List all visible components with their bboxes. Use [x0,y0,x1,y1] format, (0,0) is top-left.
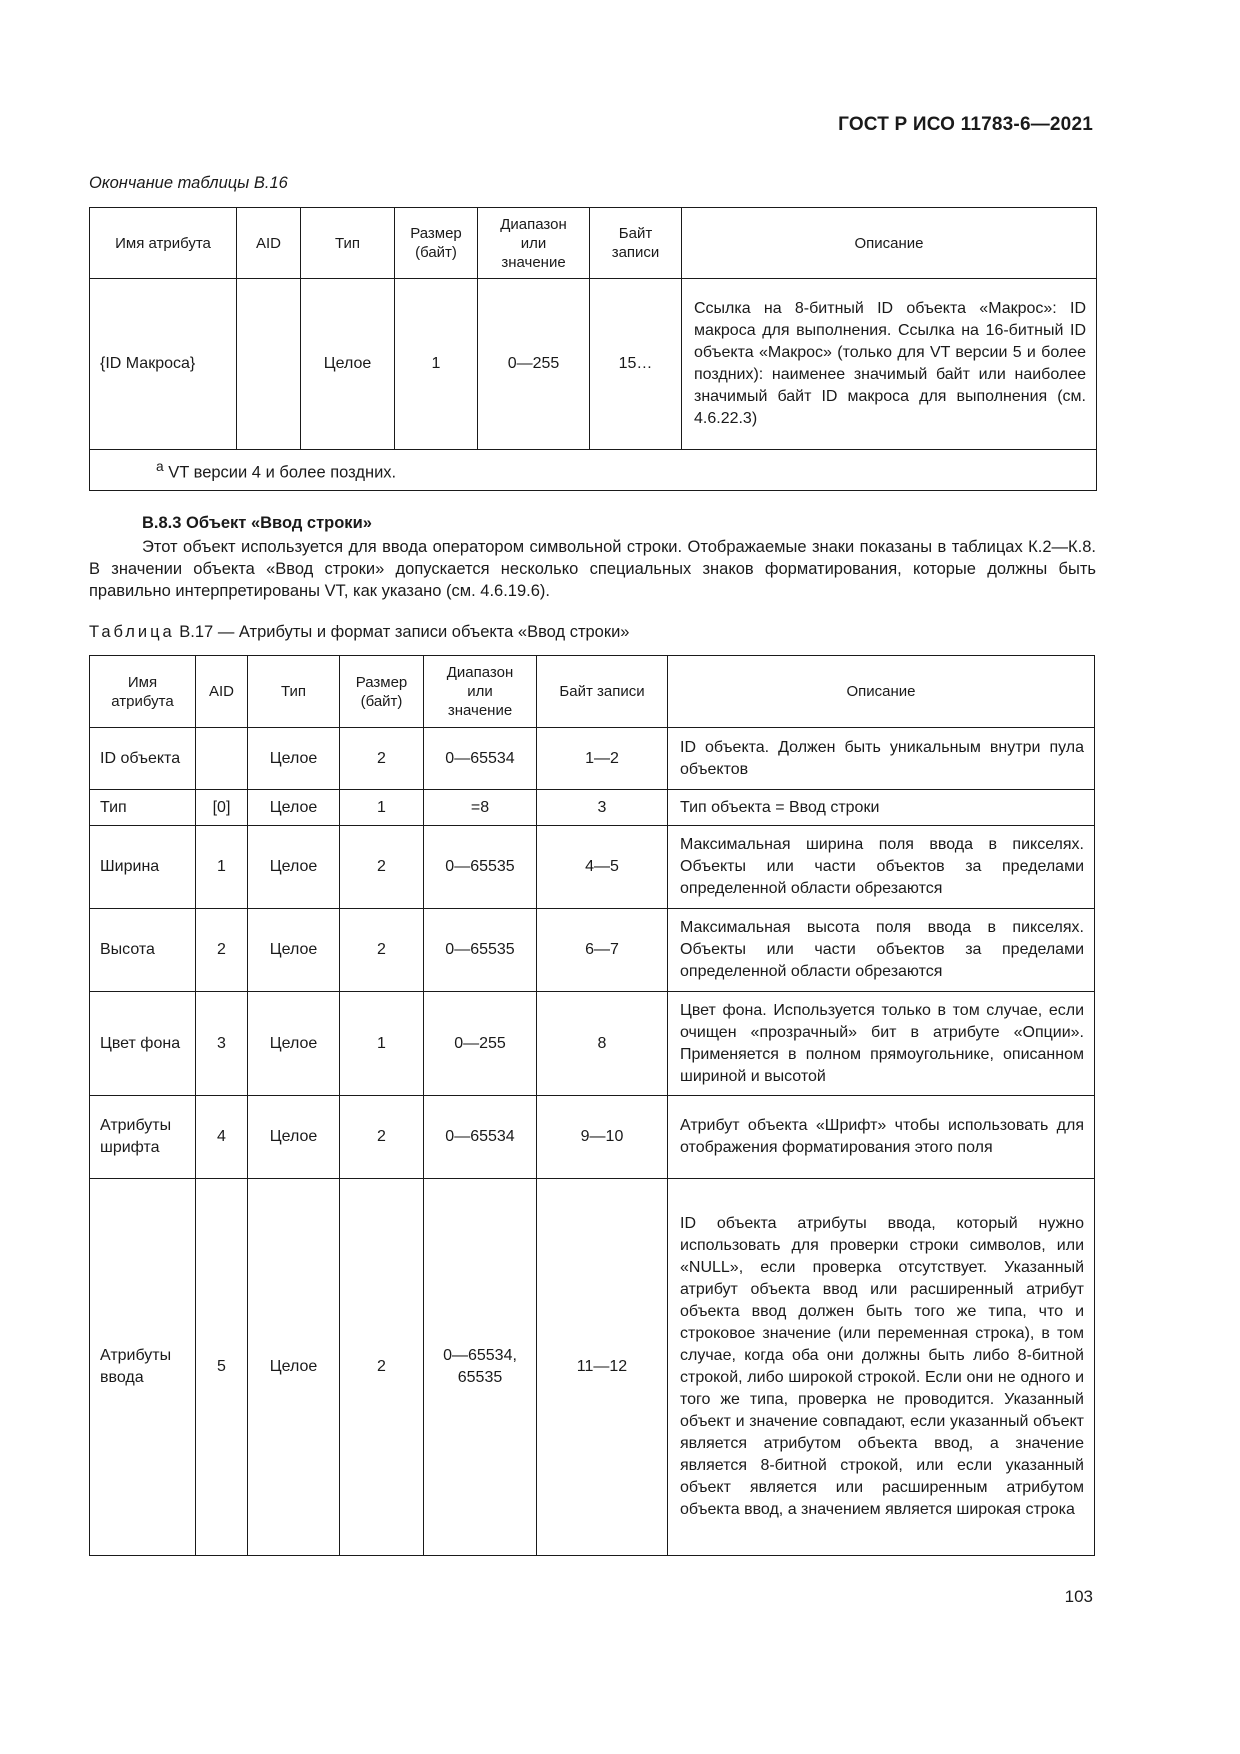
footnote-mark: а [156,459,164,474]
column-header: Тип [301,208,395,279]
table-row [90,992,1095,1096]
table-caption-text: В.17 — Атрибуты и формат записи объекта «Ввод строки» [174,623,630,641]
table-header-row [90,208,1097,279]
cell-range: 0—65534 [424,1096,537,1179]
cell-size: 1 [395,279,478,450]
cell-record-bytes: 1—2 [537,728,668,790]
cell-description: Максимальная высота поля ввода в пикселях. Объекты или части объектов за пределами определенной области обрезаются [668,909,1095,992]
footnote-row [90,450,1097,491]
cell-type: Целое [248,992,340,1096]
table-continuation-caption: Окончание таблицы В.16 [89,174,288,192]
cell-description: Цвет фона. Используется только в том случае, если очищен «прозрачный» бит в атрибуте «Опции». Применяется в полном прямоугольнике, описанном шириной и высотой [668,992,1095,1096]
cell-attribute-name: Цвет фона [90,992,196,1096]
cell-size: 2 [340,1179,424,1556]
cell-description: Тип объекта = Ввод строки [668,790,1095,826]
cell-range: 0—65534 [424,728,537,790]
cell-aid: 1 [196,826,248,909]
cell-aid: 2 [196,909,248,992]
cell-size: 1 [340,992,424,1096]
cell-size: 2 [340,826,424,909]
cell-type: Целое [248,909,340,992]
cell-record-bytes: 9—10 [537,1096,668,1179]
cell-size: 2 [340,1096,424,1179]
cell-record-bytes: 11—12 [537,1179,668,1556]
cell-attribute-name: ID объекта [90,728,196,790]
table-row [90,1096,1095,1179]
cell-aid: 5 [196,1179,248,1556]
column-header: Размер (байт) [395,208,478,279]
cell-record-bytes: 6—7 [537,909,668,992]
column-header: Диапазон или значение [478,208,590,279]
cell-type: Целое [248,1096,340,1179]
cell-description: ID объекта. Должен быть уникальным внутри пула объектов [668,728,1095,790]
table-caption-label: Таблица [89,623,175,641]
cell-aid: 3 [196,992,248,1096]
page-number: 103 [1064,1587,1093,1606]
section-heading: В.8.3 Объект «Ввод строки» [142,514,372,532]
cell-range: 0—255 [424,992,537,1096]
cell-range: 0—65534, 65535 [424,1179,537,1556]
cell-aid [196,728,248,790]
cell-size: 1 [340,790,424,826]
table-header-row [90,656,1095,728]
cell-attribute-name: Атрибуты ввода [90,1179,196,1556]
cell-aid: 4 [196,1096,248,1179]
column-header: Имя атрибута [90,208,237,279]
cell-range: 0—65535 [424,826,537,909]
cell-description: Максимальная ширина поля ввода в пикселях. Объекты или части объектов за пределами определенной области обрезаются [668,826,1095,909]
table-b16-end [89,207,1097,491]
cell-attribute-name: Атрибуты шрифта [90,1096,196,1179]
cell-range: 0—65535 [424,909,537,992]
column-header: Имя атрибута [90,656,196,728]
cell-aid: [0] [196,790,248,826]
column-header: AID [196,656,248,728]
column-header: Байт записи [590,208,682,279]
column-header: AID [237,208,301,279]
table-row [90,909,1095,992]
cell-description: ID объекта атрибуты ввода, который нужно использовать для проверки строки символов, или «NULL», если проверка отсутствует. Указанный атрибут объекта ввод или расширенный атрибут объекта ввод должен быть того же типа, что и строковое значение (или переменная строка), в том случае, когда оба они должны быть либо 8-битной строкой, либо широкой строкой. Если они не одного и того же типа, проверка не проводится. Указанный объект и значение совпадают, если указанный объект является атрибутом объекта ввод, а значение является 8-битной строкой, или если указанный объект является или расширенным атрибутом объекта ввод, а значением является широкая строка [668,1179,1095,1556]
column-header: Диапазон или значение [424,656,537,728]
cell-type: Целое [248,790,340,826]
footnote-text: VT версии 4 и более поздних. [163,463,397,482]
cell-type: Целое [301,279,395,450]
table-row [90,279,1097,450]
cell-attribute-name: Тип [90,790,196,826]
column-header: Описание [682,208,1097,279]
cell-range: 0—255 [478,279,590,450]
table-b17-caption [89,623,629,642]
standard-designation: ГОСТ Р ИСО 11783-6—2021 [838,114,1093,135]
cell-record-bytes: 15… [590,279,682,450]
column-header: Размер (байт) [340,656,424,728]
cell-record-bytes: 4—5 [537,826,668,909]
cell-type: Целое [248,728,340,790]
cell-description: Атрибут объекта «Шрифт» чтобы использовать для отображения форматирования этого поля [668,1096,1095,1179]
cell-attribute-name: {ID Макроса} [90,279,237,450]
section-paragraph: Этот объект используется для ввода оператором символьной строки. Отображаемые знаки показаны в таблицах К.2—К.8. В значении объекта «Ввод строки» допускается несколько специальных знаков форматирования, которые должны быть правильно интерпретированы VT, как указано (см. 4.6.19.6). [89,538,1096,600]
table-footnote [90,450,1097,491]
cell-type: Целое [248,826,340,909]
cell-description: Ссылка на 8-битный ID объекта «Макрос»: ID макроса для выполнения. Ссылка на 16-битный ID объекта «Макрос» (только для VT версии 5 и более поздних): наименее значимый байт или наиболее значимый байт ID макроса для выполнения (см. 4.6.22.3) [682,279,1097,450]
cell-range: =8 [424,790,537,826]
cell-type: Целое [248,1179,340,1556]
table-row [90,790,1095,826]
table-row [90,1179,1095,1556]
column-header: Тип [248,656,340,728]
table-row [90,826,1095,909]
table-b17 [89,655,1095,1556]
cell-size: 2 [340,909,424,992]
column-header: Байт записи [537,656,668,728]
cell-size: 2 [340,728,424,790]
cell-record-bytes: 8 [537,992,668,1096]
cell-record-bytes: 3 [537,790,668,826]
table-row [90,728,1095,790]
cell-attribute-name: Ширина [90,826,196,909]
cell-aid [237,279,301,450]
column-header: Описание [668,656,1095,728]
cell-attribute-name: Высота [90,909,196,992]
